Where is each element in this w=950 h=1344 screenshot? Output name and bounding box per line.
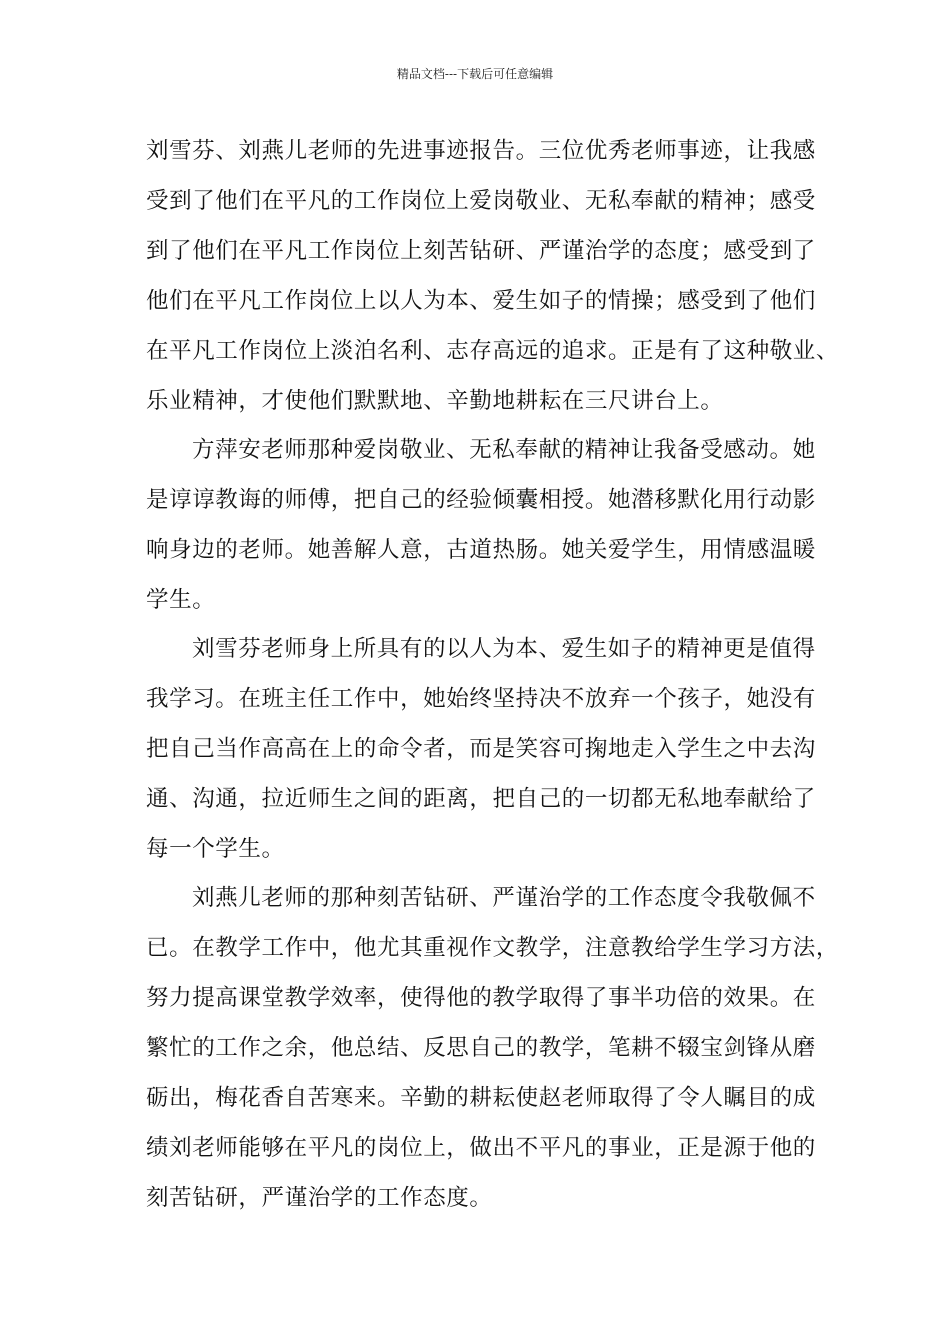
text-line: 砺出，梅花香自苦寒来。辛勤的耕耘使赵老师取得了令人瞩目的成 (146, 1085, 816, 1111)
text-line: 通、沟通，拉近师生之间的距离，把自己的一切都无私地奉献给了 (146, 786, 816, 812)
text-line: 在平凡工作岗位上淡泊名利、志存高远的追求。正是有了这种敬业、 (146, 338, 840, 364)
text-line: 已。在教学工作中，他尤其重视作文教学，注意教给学生学习方法， (146, 935, 840, 961)
text-line: 每一个学生。 (146, 836, 285, 862)
text-line: 繁忙的工作之余，他总结、反思自己的教学，笔耕不辍宝剑锋从磨 (146, 1035, 816, 1061)
paragraph-first-line: 刘雪芬老师身上所具有的以人为本、爱生如子的精神更是值得 (192, 636, 816, 662)
paragraph-first-line: 方萍安老师那种爱岗敬业、无私奉献的精神让我备受感动。她 (192, 437, 816, 463)
text-line: 努力提高课堂教学效率，使得他的教学取得了事半功倍的效果。在 (146, 985, 816, 1011)
text-line: 他们在平凡工作岗位上以人为本、爱生如子的情操；感受到了他们 (146, 288, 816, 314)
text-line: 受到了他们在平凡的工作岗位上爱岗敬业、无私奉献的精神；感受 (146, 188, 816, 214)
text-line: 我学习。在班主任工作中，她始终坚持决不放弃一个孩子，她没有 (146, 686, 816, 712)
text-line: 乐业精神，才使他们默默地、辛勤地耕耘在三尺讲台上。 (146, 388, 724, 414)
text-line: 学生。 (146, 587, 216, 613)
text-line: 把自己当作高高在上的命令者，而是笑容可掬地走入学生之中去沟 (146, 736, 816, 762)
text-line: 刻苦钻研，严谨治学的工作态度。 (146, 1185, 493, 1211)
page-header: 精品文档---下载后可任意编辑 (396, 67, 554, 81)
text-line: 刘雪芬、刘燕儿老师的先进事迹报告。三位优秀老师事迹，让我感 (146, 138, 816, 164)
text-line: 响身边的老师。她善解人意，古道热肠。她关爱学生，用情感温暖 (146, 537, 816, 563)
text-line: 绩刘老师能够在平凡的岗位上，做出不平凡的事业，正是源于他的 (146, 1135, 816, 1161)
text-line: 到了他们在平凡工作岗位上刻苦钻研、严谨治学的态度；感受到了 (146, 238, 816, 264)
paragraph-first-line: 刘燕儿老师的那种刻苦钻研、严谨治学的工作态度令我敬佩不 (192, 885, 816, 911)
text-line: 是谆谆教诲的师傅，把自己的经验倾囊相授。她潜移默化用行动影 (146, 487, 816, 513)
